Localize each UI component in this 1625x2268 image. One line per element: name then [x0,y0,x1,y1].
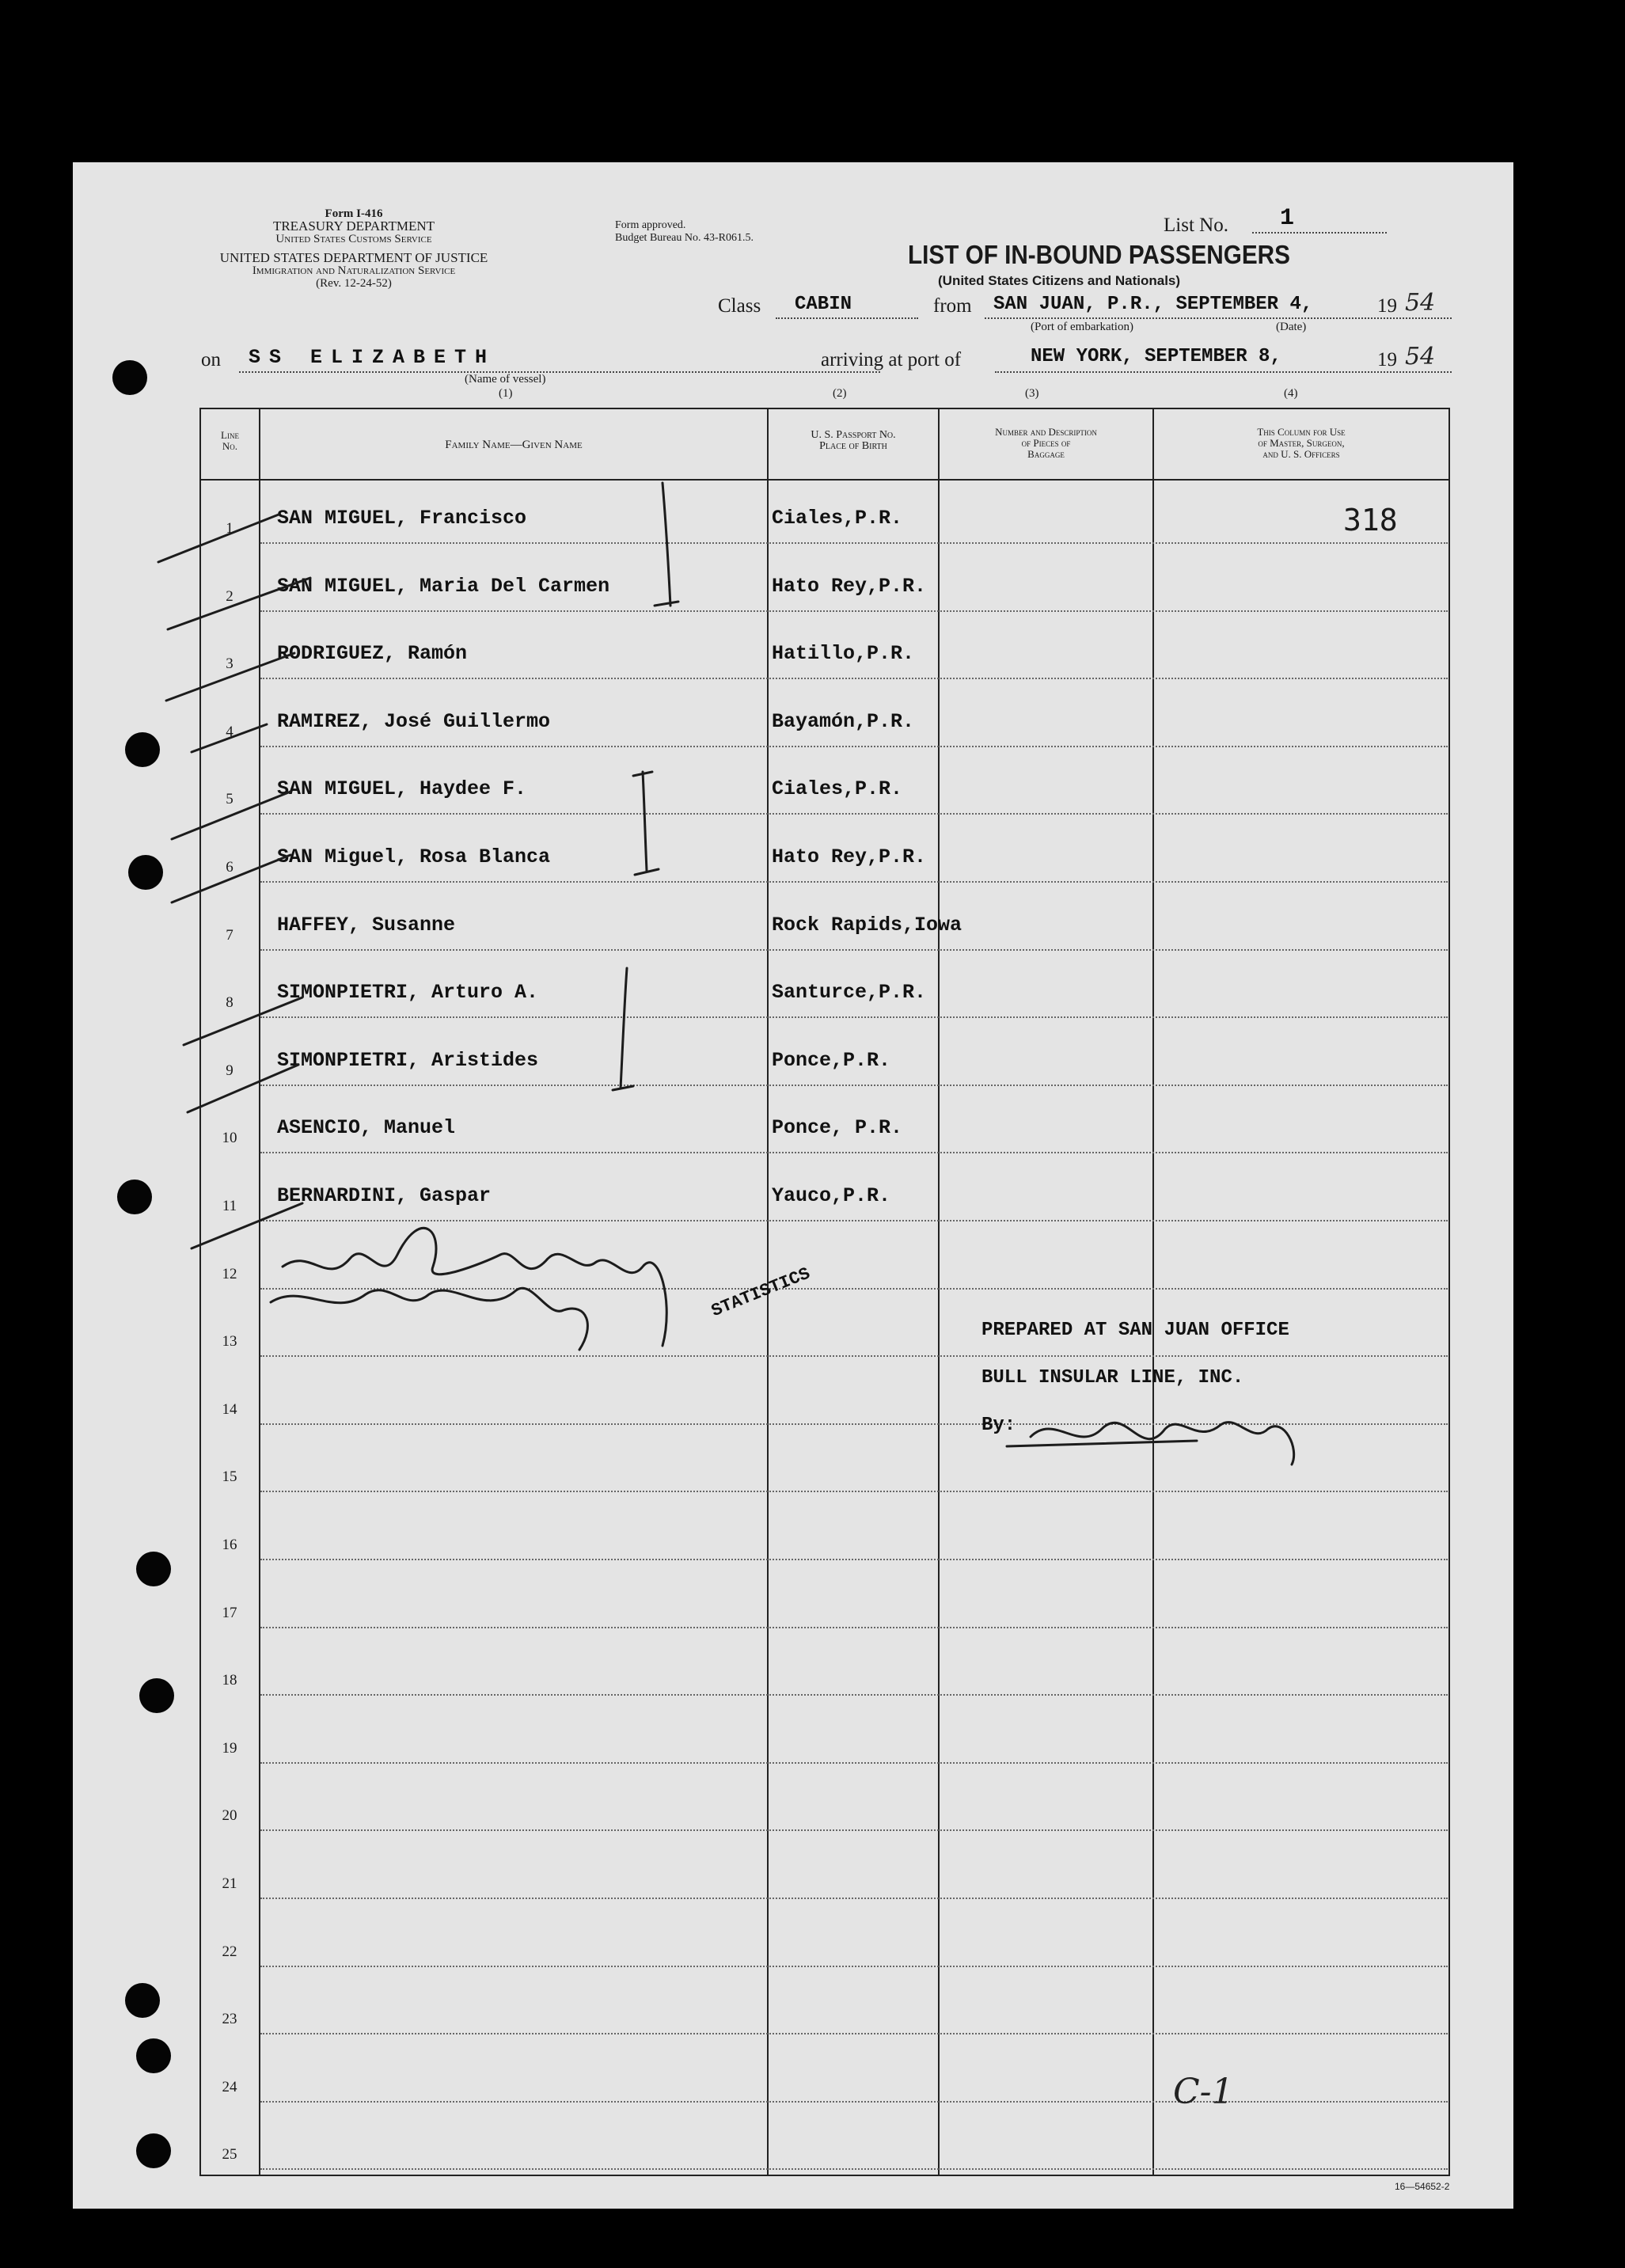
line-number: 15 [222,1468,237,1486]
year-prefix: 19 [1377,295,1397,317]
arrival-year-value: 54 [1405,343,1436,370]
corner-note: C-1 [1173,2072,1234,2112]
justice-department: UNITED STATES DEPARTMENT OF JUSTICE [219,250,488,265]
place-of-birth: Ponce, P.R. [772,1116,903,1140]
line-number: 19 [222,1739,237,1757]
form-approved: Form approved. [615,219,686,231]
line-number: 21 [222,1875,237,1892]
prepared-stamp: PREPARED AT SAN JUAN OFFICE [981,1320,1289,1341]
row-strike-6 [172,855,290,902]
arrival-year-prefix: 19 [1377,349,1397,370]
list-no-label: List No. [1164,215,1228,236]
header-line-no-2: No. [222,440,238,452]
passenger-name: SIMONPIETRI, Arturo A. [277,981,539,1005]
binder-hole [125,1983,160,2018]
place-of-birth: Ciales,P.R. [772,507,903,530]
line-number: 9 [226,1062,233,1079]
line-number: 24 [222,2078,237,2095]
company-stamp: BULL INSULAR LINE, INC. [981,1367,1244,1389]
from-label: from [933,295,972,317]
line-number: 11 [222,1198,237,1214]
line-number: 22 [222,1943,237,1960]
place-of-birth: Bayamón,P.R. [772,709,915,733]
line-number: 14 [222,1400,237,1418]
header-baggage-2: of Pieces of [1021,437,1071,449]
header-passport-1: U. S. Passport No. [811,429,896,441]
stamp-signature [1007,1423,1294,1465]
line-number: 10 [222,1130,237,1147]
form-number: Form I-416 [325,207,383,220]
row-strike-9 [188,1065,298,1112]
handwritten-marks [73,162,1513,2209]
line-number: 20 [222,1807,237,1825]
passenger-name: BERNARDINI, Gaspar [277,1184,492,1207]
line-number: 6 [226,859,233,876]
list-no-value: 1 [1280,205,1295,232]
header-officers-1: This Column for Use [1257,426,1346,438]
header-passport-2: Place of Birth [819,440,887,452]
line-number: 2 [226,587,233,605]
line-number: 8 [226,994,233,1012]
passenger-name: SAN MIGUEL, Haydee F. [277,777,527,801]
passenger-name: HAFFEY, Susanne [277,913,456,936]
line-number: 4 [226,723,233,740]
place-of-birth: Ciales,P.R. [772,777,903,801]
header-name-text: Family Name—Given Name [445,439,583,451]
revision: (Rev. 12-24-52) [316,277,392,290]
row-strike-5 [172,792,290,839]
place-of-birth: Hato Rey,P.R. [772,845,927,868]
bracket-mark-1 [655,483,678,606]
header-line-no-1: Line [221,429,239,441]
statistics-stamp: STATISTICS [708,1263,814,1322]
row-strike-1 [158,515,279,562]
binder-hole [125,732,160,767]
line-number: 1 [226,520,233,537]
class-label: Class [718,295,761,317]
list-title: LIST OF IN-BOUND PASSENGERS [908,240,1290,269]
class-value: CABIN [795,294,852,315]
place-of-birth: Yauco,P.R. [772,1184,891,1207]
binder-hole [128,855,163,890]
binder-hole [136,2133,171,2168]
customs-service: United States Customs Service [275,233,432,245]
passenger-name: RODRIGUEZ, Ramón [277,642,468,666]
header-baggage-3: Baggage [1027,448,1065,460]
year-value: 54 [1405,289,1436,317]
budget-bureau: Budget Bureau No. 43-R061.5. [615,232,754,244]
line-number: 12 [222,1265,237,1282]
passenger-name: SAN MIGUEL, Maria Del Carmen [277,574,610,598]
place-of-birth: Rock Rapids,Iowa [772,913,962,936]
footer-code: 16—54652-2 [1395,2181,1450,2192]
header-baggage-1: Number and Description [995,426,1097,438]
treasury-department: TREASURY DEPARTMENT [272,218,435,234]
col-caption-4: (4) [1284,387,1298,400]
place-of-birth: Hato Rey,P.R. [772,574,927,598]
line-number: 23 [222,2011,237,2028]
row-strike-4 [192,724,267,752]
line-number: 7 [226,926,233,944]
binder-hole [112,360,147,395]
binder-hole [117,1180,152,1214]
row-strike-3 [166,653,294,701]
place-of-birth: Santurce,P.R. [772,981,927,1005]
arriving-label: arriving at port of [821,349,962,370]
by-label: By: [981,1415,1016,1436]
ins-service: Immigration and Naturalization Service [252,264,456,277]
row-strike-11 [192,1203,302,1248]
line-number: 13 [222,1333,237,1351]
passenger-name: SIMONPIETRI, Aristides [277,1048,539,1072]
col-caption-1: (1) [499,387,513,400]
binder-hole [136,1552,171,1586]
col-caption-3: (3) [1025,387,1039,400]
col-caption-2: (2) [833,387,847,400]
row-strike-2 [168,578,310,629]
header-officers-3: and U. S. Officers [1262,448,1340,460]
passenger-name: SAN MIGUEL, Francisco [277,507,527,530]
vessel-caption: (Name of vessel) [465,373,546,386]
officer-note: 318 [1343,503,1398,538]
line-number: 16 [222,1537,237,1553]
from-value: SAN JUAN, P.R., SEPTEMBER 4, [993,294,1313,315]
line-number: 5 [226,791,233,808]
list-subtitle: (United States Citizens and Nationals) [938,273,1181,288]
on-label: on [201,349,221,370]
document-page [73,162,1513,2209]
place-of-birth: Ponce,P.R. [772,1048,891,1072]
row-strike-8 [184,997,302,1045]
binder-hole [136,2038,171,2073]
passenger-name: ASENCIO, Manuel [277,1116,456,1140]
bracket-mark-2 [633,772,659,875]
signature-1 [283,1228,666,1346]
arriving-value: NEW YORK, SEPTEMBER 8, [1031,346,1281,367]
binder-hole [139,1678,174,1713]
passenger-name: RAMIREZ, José Guillermo [277,709,551,733]
signature-2 [271,1288,587,1350]
line-number: 25 [222,2146,237,2164]
place-of-birth: Hatillo,P.R. [772,642,915,666]
line-number: 18 [222,1672,237,1689]
date-caption: (Date) [1276,321,1307,333]
line-number: 17 [222,1604,237,1621]
port-embarkation-caption: (Port of embarkation) [1031,321,1133,333]
passenger-name: SAN Miguel, Rosa Blanca [277,845,551,868]
line-number: 3 [226,655,233,673]
vessel-value: SS ELIZABETH [249,346,496,369]
header-officers-2: of Master, Surgeon, [1258,437,1345,449]
bracket-mark-3 [613,968,633,1090]
